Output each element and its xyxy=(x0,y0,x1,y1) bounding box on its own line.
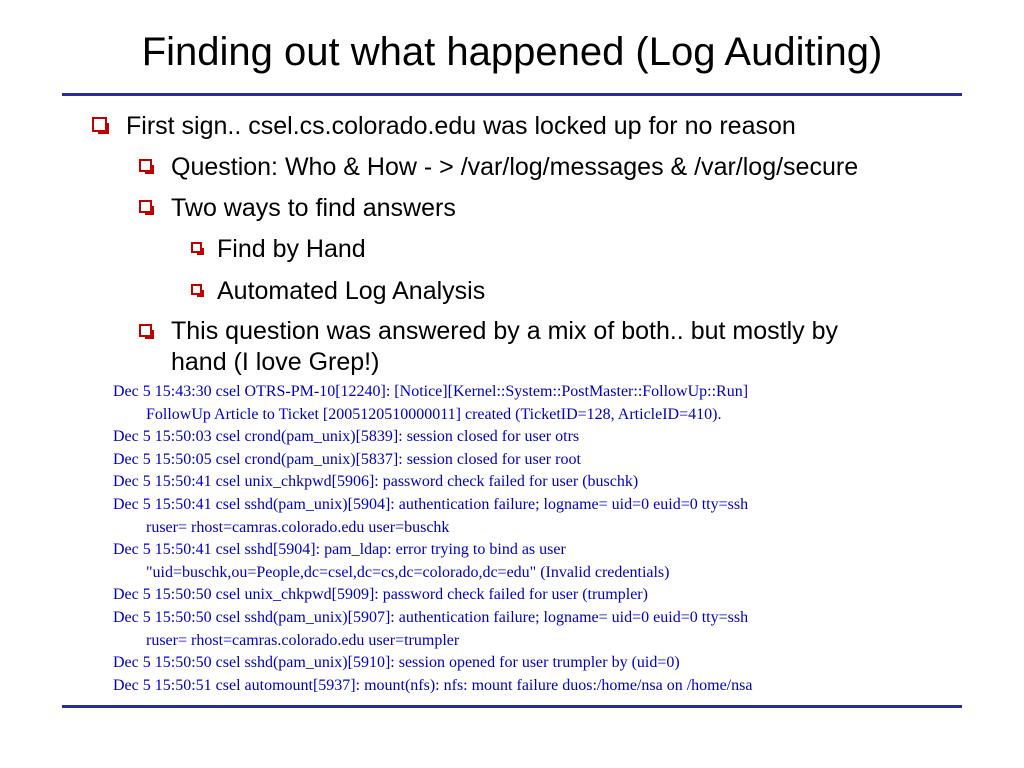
bullet-box-icon xyxy=(139,200,152,213)
bullet-item: First sign.. csel.cs.colorado.edu was locked up for no reason xyxy=(126,112,796,140)
log-line-continuation: FollowUp Article to Ticket [2005120510000011] created (TicketID=128, ArticleID=410). xyxy=(146,405,722,423)
log-line: Dec 5 15:50:50 csel sshd(pam_unix)[5907]: authentication failure; logname= uid=0 euid=0 tty=ssh xyxy=(113,608,749,626)
log-line: Dec 5 15:50:05 csel crond(pam_unix)[5837]: session closed for user root xyxy=(113,450,581,468)
bullet-item: This question was answered by a mix of both.. but mostly by xyxy=(171,317,838,345)
bullet-item: Automated Log Analysis xyxy=(217,277,486,305)
bullet-item-continuation: hand (I love Grep!) xyxy=(171,348,380,376)
log-line: Dec 5 15:50:41 csel sshd(pam_unix)[5904]: authentication failure; logname= uid=0 euid=0 tty=ssh xyxy=(113,495,749,513)
log-line: Dec 5 15:50:50 csel unix_chkpwd[5909]: password check failed for user (trumpler) xyxy=(113,586,648,604)
log-line: Dec 5 15:43:30 csel OTRS-PM-10[12240]: [Notice][Kernel::System::PostMaster::FollowUp::Run] xyxy=(113,383,749,400)
log-line-continuation: "uid=buschk,ou=People,dc=csel,dc=cs,dc=colorado,dc=edu" (Invalid credentials) xyxy=(146,563,670,581)
log-line: Dec 5 15:50:51 csel automount[5937]: mount(nfs): nfs: mount failure duos:/home/nsa on /home/nsa xyxy=(113,676,753,694)
bullet-box-icon xyxy=(191,242,202,253)
bullet-box-icon xyxy=(139,159,152,172)
bullet-item: Question: Who & How - > /var/log/messages & /var/log/secure xyxy=(171,153,859,181)
log-line: Dec 5 15:50:03 csel crond(pam_unix)[5839]: session closed for user otrs xyxy=(113,428,580,446)
log-line-continuation: ruser= rhost=camras.colorado.edu user=trumpler xyxy=(146,631,460,649)
log-line: Dec 5 15:50:41 csel unix_chkpwd[5906]: password check failed for user (buschk) xyxy=(113,473,639,491)
bullet-box-icon xyxy=(92,117,107,132)
bottom-divider xyxy=(62,705,962,708)
bullet-item: Two ways to find answers xyxy=(171,194,456,222)
log-line: Dec 5 15:50:41 csel sshd[5904]: pam_ldap: error trying to bind as user xyxy=(113,541,566,559)
log-excerpt xyxy=(113,381,973,697)
log-line: Dec 5 15:50:50 csel sshd(pam_unix)[5910]: session opened for user trumpler by (uid=0) xyxy=(113,654,680,672)
bullet-box-icon xyxy=(139,324,152,337)
log-line-continuation: ruser= rhost=camras.colorado.edu user=buschk xyxy=(146,518,450,536)
top-divider xyxy=(62,93,962,96)
bullet-item: Find by Hand xyxy=(217,235,366,263)
slide-title: Finding out what happened (Log Auditing) xyxy=(141,30,883,74)
bullet-box-icon xyxy=(191,284,202,295)
